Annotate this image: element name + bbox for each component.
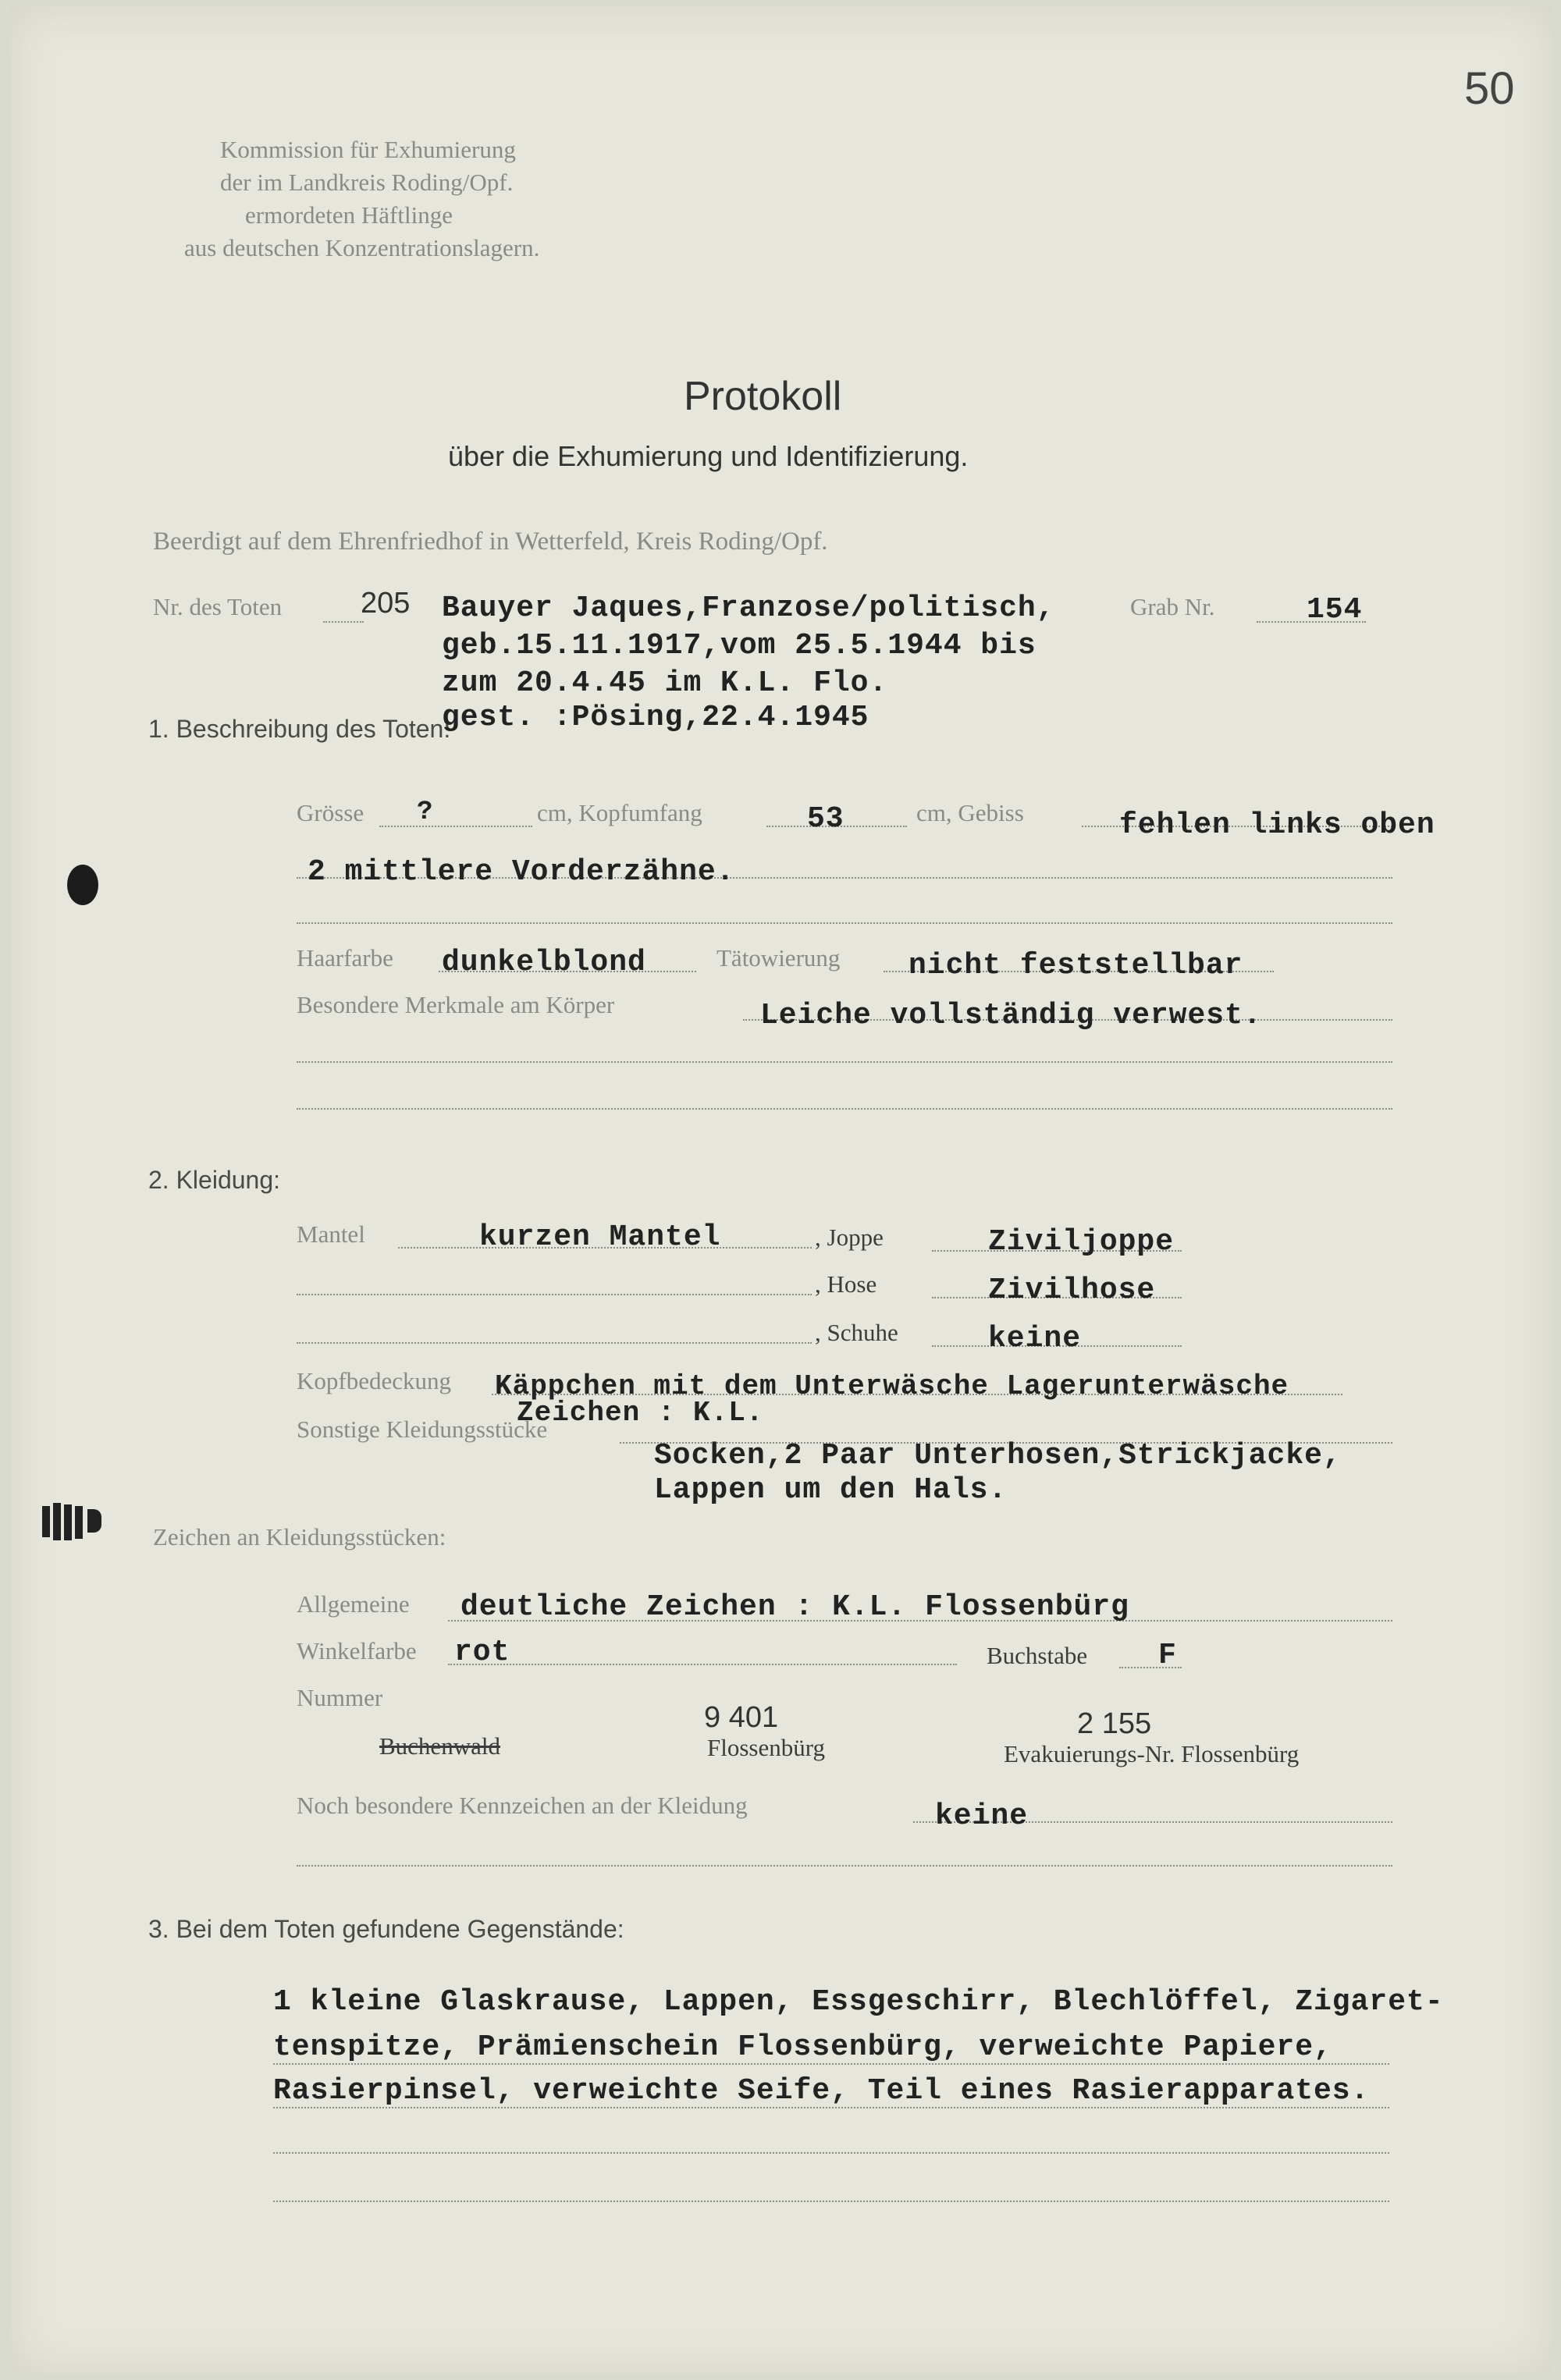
cm-teeth-label: cm, Gebiss <box>916 799 1024 826</box>
marks-label: Besondere Merkmale am Körper <box>297 991 615 1018</box>
angle-color-label: Winkelfarbe <box>297 1637 417 1664</box>
trousers-label: , Hose <box>815 1270 877 1298</box>
size-value: ? <box>417 797 434 827</box>
grave-label: Grab Nr. <box>1130 593 1215 620</box>
section-1-heading: 1. Beschreibung des Toten: <box>148 715 451 743</box>
other-clothing-value-1: Socken,2 Paar Unterhosen,Strickjacke, <box>654 1439 1342 1472</box>
hair-value: dunkelblond <box>442 946 646 979</box>
letter-label: Buchstabe <box>987 1642 1088 1669</box>
found-items-line-3: Rasierpinsel, verweichte Seife, Teil eines Rasierapparates. <box>273 2074 1370 2108</box>
column-buchenwald: Buchenwald <box>379 1732 500 1760</box>
letter-value: F <box>1158 1639 1177 1672</box>
punch-hole-mark <box>67 865 98 905</box>
dead-line-1: Bauyer Jaques,Franzose/politisch, <box>442 591 1055 625</box>
angle-color-value: rot <box>454 1636 510 1669</box>
shoes-value: keine <box>988 1322 1082 1355</box>
jacket-value: Ziviljoppe <box>988 1225 1175 1259</box>
headwear-value-2: Zeichen : K.L. <box>517 1397 764 1429</box>
commission-line-1: Kommission für Exhumierung <box>220 136 516 163</box>
dead-line-2: geb.15.11.1917,vom 25.5.1944 bis <box>442 629 1037 662</box>
coat-value: kurzen Mantel <box>479 1220 721 1254</box>
dead-line-3: zum 20.4.45 im K.L. Flo. <box>442 666 888 700</box>
column-evakuierung: Evakuierungs-Nr. Flossenbürg <box>1004 1740 1300 1767</box>
marks-value: Leiche vollständig verwest. <box>760 999 1262 1032</box>
commission-line-2: der im Landkreis Roding/Opf. <box>220 169 514 196</box>
special-marks-label: Noch besondere Kennzeichen an der Kleidung <box>297 1792 748 1819</box>
number-evakuierung: 2 155 <box>1077 1707 1152 1740</box>
general-label: Allgemeine <box>297 1590 410 1618</box>
coat-label: Mantel <box>297 1220 365 1248</box>
section-2-heading: 2. Kleidung: <box>148 1166 281 1194</box>
general-value: deutliche Zeichen : K.L. Flossenbürg <box>460 1590 1129 1624</box>
tattoo-label: Tätowierung <box>716 944 841 972</box>
shoes-label: , Schuhe <box>815 1319 898 1346</box>
burial-place: Beerdigt auf dem Ehrenfriedhof in Wetterfeld, Kreis Roding/Opf. <box>153 528 828 556</box>
clothing-signs-label: Zeichen an Kleidungsstücken: <box>153 1523 446 1551</box>
other-clothing-value-2: Lappen um den Hals. <box>654 1473 1008 1507</box>
headwear-value: Käppchen mit dem Unterwäsche Lagerunterwäsche <box>495 1370 1289 1402</box>
tattoo-value: nicht feststellbar <box>909 949 1243 982</box>
page-subtitle: über die Exhumierung und Identifizierung. <box>448 440 969 472</box>
page-number: 50 <box>1464 63 1515 114</box>
teeth-value-2: 2 mittlere Vorderzähne. <box>308 855 735 889</box>
dead-number: 205 <box>361 587 411 620</box>
headwear-label: Kopfbedeckung <box>297 1367 451 1394</box>
column-flossenbuerg: Flossenbürg <box>707 1734 826 1761</box>
document-page <box>11 6 1552 2374</box>
clip-mark <box>42 1503 114 1542</box>
special-marks-value: keine <box>935 1799 1029 1833</box>
commission-line-4: aus deutschen Konzentrationslagern. <box>184 234 540 261</box>
commission-line-3: ermordeten Häftlinge <box>245 201 453 229</box>
number-flossenbuerg: 9 401 <box>704 1701 779 1734</box>
trousers-value: Zivilhose <box>988 1273 1156 1307</box>
cm-head-label: cm, Kopfumfang <box>537 799 702 826</box>
found-items-line-2: tenspitze, Prämienschein Flossenbürg, verweichte Papiere, <box>273 2030 1332 2064</box>
number-label: Nummer <box>297 1684 383 1711</box>
section-3-heading: 3. Bei dem Toten gefundene Gegenstände: <box>148 1915 624 1943</box>
other-clothing-label: Sonstige Kleidungsstücke <box>297 1416 548 1443</box>
teeth-value: fehlen links oben <box>1119 808 1435 842</box>
found-items-line-1: 1 kleine Glaskrause, Lappen, Essgeschirr, Blechlöffel, Zigaret- <box>273 1985 1444 2019</box>
size-label: Grösse <box>297 799 364 826</box>
jacket-label: , Joppe <box>815 1224 884 1251</box>
hair-label: Haarfarbe <box>297 944 393 972</box>
page-title: Protokoll <box>684 374 842 419</box>
head-value: 53 <box>807 802 845 836</box>
dead-number-label: Nr. des Toten <box>153 593 283 620</box>
dead-line-4: gest. :Pösing,22.4.1945 <box>442 701 869 734</box>
grave-number: 154 <box>1307 593 1363 627</box>
